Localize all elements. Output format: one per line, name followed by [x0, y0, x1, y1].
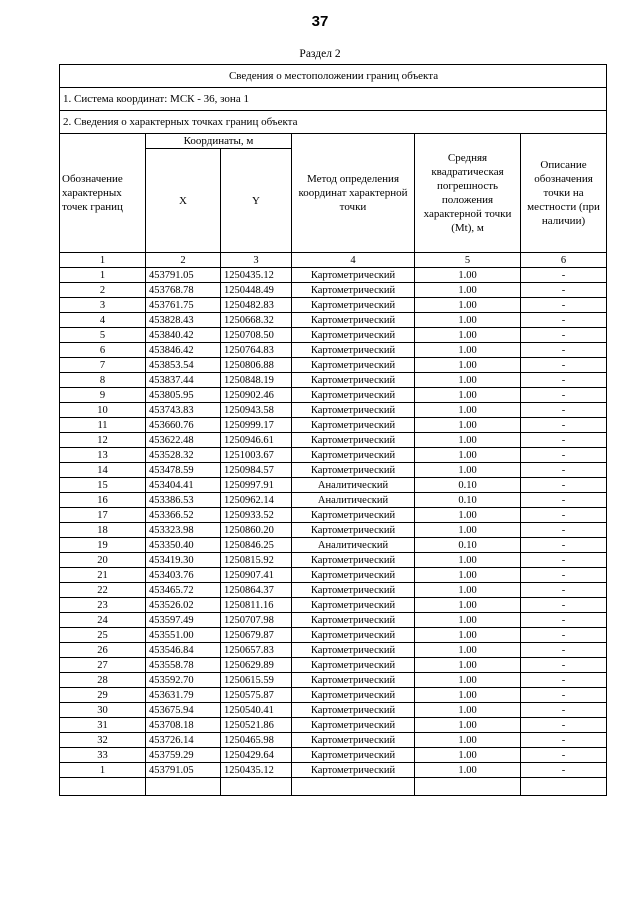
- point-number: 8: [60, 373, 146, 388]
- point-number: 2: [60, 283, 146, 298]
- method: Картометрический: [292, 328, 415, 343]
- table-row: [60, 763, 607, 778]
- table-row: [60, 448, 607, 463]
- error-value: 1.00: [415, 373, 521, 388]
- error-value: 1.00: [415, 388, 521, 403]
- coord-y: 1250679.87: [221, 628, 292, 643]
- error-value: 1.00: [415, 508, 521, 523]
- table-row: [60, 613, 607, 628]
- method: Картометрический: [292, 763, 415, 778]
- coord-y: 1250764.83: [221, 343, 292, 358]
- page-number: 37: [311, 13, 329, 30]
- point-number: 28: [60, 673, 146, 688]
- table-row: [60, 433, 607, 448]
- coord-x: 453837.44: [146, 373, 221, 388]
- coord-x: 453840.42: [146, 328, 221, 343]
- coord-x: 453768.78: [146, 283, 221, 298]
- header-coordinates: Координаты, м: [146, 134, 292, 149]
- coord-y: 1250815.92: [221, 553, 292, 568]
- column-number: 6: [521, 253, 607, 268]
- coord-x: 453592.70: [146, 673, 221, 688]
- table-row: [60, 718, 607, 733]
- method: Картометрический: [292, 313, 415, 328]
- description: -: [521, 598, 607, 613]
- coord-x: 453761.75: [146, 298, 221, 313]
- description: -: [521, 433, 607, 448]
- point-number: 9: [60, 388, 146, 403]
- description: -: [521, 373, 607, 388]
- method: Картометрический: [292, 628, 415, 643]
- description: -: [521, 523, 607, 538]
- method: Аналитический: [292, 493, 415, 508]
- coord-y: 1250933.52: [221, 508, 292, 523]
- description: -: [521, 718, 607, 733]
- point-number: 1: [60, 763, 146, 778]
- description: -: [521, 343, 607, 358]
- method: Картометрический: [292, 598, 415, 613]
- coord-x: 453631.79: [146, 688, 221, 703]
- description: -: [521, 508, 607, 523]
- table-row: [60, 508, 607, 523]
- table-row: [60, 418, 607, 433]
- points-section-title: 2. Сведения о характерных точках границ объекта: [60, 111, 607, 134]
- point-number: 16: [60, 493, 146, 508]
- point-number: 4: [60, 313, 146, 328]
- coord-x: 453526.02: [146, 598, 221, 613]
- method: Картометрический: [292, 613, 415, 628]
- method: Картометрический: [292, 298, 415, 313]
- table-row: [60, 538, 607, 553]
- coord-y: 1250448.49: [221, 283, 292, 298]
- table-row: [60, 733, 607, 748]
- table-row: [60, 313, 607, 328]
- description: -: [521, 688, 607, 703]
- error-value: 1.00: [415, 658, 521, 673]
- description: -: [521, 673, 607, 688]
- method: Аналитический: [292, 538, 415, 553]
- description: -: [521, 553, 607, 568]
- error-value: 1.00: [415, 703, 521, 718]
- table-row: [60, 598, 607, 613]
- description: -: [521, 298, 607, 313]
- coord-x: 453404.41: [146, 478, 221, 493]
- coord-y: 1250946.61: [221, 433, 292, 448]
- coord-x: 453846.42: [146, 343, 221, 358]
- coord-x: 453675.94: [146, 703, 221, 718]
- description: -: [521, 613, 607, 628]
- coord-x: 453403.76: [146, 568, 221, 583]
- coord-y: 1250429.64: [221, 748, 292, 763]
- coord-x: 453853.54: [146, 358, 221, 373]
- method: Картометрический: [292, 658, 415, 673]
- point-number: 33: [60, 748, 146, 763]
- table-row: [60, 493, 607, 508]
- error-value: 1.00: [415, 673, 521, 688]
- point-number: 12: [60, 433, 146, 448]
- method: Картометрический: [292, 553, 415, 568]
- coord-y: 1250540.41: [221, 703, 292, 718]
- coord-x: 453791.05: [146, 268, 221, 283]
- error-value: 1.00: [415, 328, 521, 343]
- point-number: 31: [60, 718, 146, 733]
- description: -: [521, 358, 607, 373]
- coord-x: 453759.29: [146, 748, 221, 763]
- error-value: 1.00: [415, 418, 521, 433]
- coord-x: 453805.95: [146, 388, 221, 403]
- error-value: 1.00: [415, 583, 521, 598]
- coord-x: 453478.59: [146, 463, 221, 478]
- description: -: [521, 283, 607, 298]
- header-x: X: [146, 149, 221, 253]
- error-value: 1.00: [415, 298, 521, 313]
- section-title: Раздел 2: [299, 48, 341, 60]
- point-number: 20: [60, 553, 146, 568]
- coord-y: 1250999.17: [221, 418, 292, 433]
- coord-x: 453558.78: [146, 658, 221, 673]
- error-value: 1.00: [415, 628, 521, 643]
- point-number: 17: [60, 508, 146, 523]
- error-value: 1.00: [415, 643, 521, 658]
- table-row: [60, 583, 607, 598]
- coord-y: 1250902.46: [221, 388, 292, 403]
- point-number: 19: [60, 538, 146, 553]
- table-row: [60, 523, 607, 538]
- description: -: [521, 463, 607, 478]
- coord-y: 1250864.37: [221, 583, 292, 598]
- point-number: 6: [60, 343, 146, 358]
- coord-x: 453743.83: [146, 403, 221, 418]
- header-description: Описание обозначения точки на местности (при наличии): [521, 134, 607, 253]
- method: Картометрический: [292, 373, 415, 388]
- description: -: [521, 493, 607, 508]
- table-row: [60, 343, 607, 358]
- table-row: [60, 568, 607, 583]
- coord-y: 1250668.32: [221, 313, 292, 328]
- method: Картометрический: [292, 733, 415, 748]
- error-value: 1.00: [415, 613, 521, 628]
- point-number: 26: [60, 643, 146, 658]
- error-value: 1.00: [415, 733, 521, 748]
- header-designation: Обозначение характерных точек границ: [60, 134, 146, 253]
- method: Аналитический: [292, 478, 415, 493]
- method: Картометрический: [292, 268, 415, 283]
- method: Картометрический: [292, 748, 415, 763]
- error-value: 1.00: [415, 313, 521, 328]
- description: -: [521, 658, 607, 673]
- description: -: [521, 748, 607, 763]
- point-number: 3: [60, 298, 146, 313]
- method: Картометрический: [292, 283, 415, 298]
- coord-x: 453528.32: [146, 448, 221, 463]
- coord-y: 1250860.20: [221, 523, 292, 538]
- error-value: 1.00: [415, 568, 521, 583]
- method: Картометрический: [292, 583, 415, 598]
- table-row: [60, 553, 607, 568]
- point-number: 7: [60, 358, 146, 373]
- coord-y: 1250482.83: [221, 298, 292, 313]
- error-value: 1.00: [415, 268, 521, 283]
- point-number: 30: [60, 703, 146, 718]
- coordinate-system: 1. Система координат: МСК - 36, зона 1: [60, 88, 607, 111]
- coord-y: 1250657.83: [221, 643, 292, 658]
- description: -: [521, 388, 607, 403]
- table-row: [60, 478, 607, 493]
- table-row: [60, 748, 607, 763]
- error-value: 0.10: [415, 538, 521, 553]
- coord-x: 453350.40: [146, 538, 221, 553]
- table-row: [60, 673, 607, 688]
- coord-x: 453708.18: [146, 718, 221, 733]
- point-number: 29: [60, 688, 146, 703]
- column-number: 4: [292, 253, 415, 268]
- coord-y: 1250615.59: [221, 673, 292, 688]
- description: -: [521, 763, 607, 778]
- method: Картометрический: [292, 523, 415, 538]
- description: -: [521, 313, 607, 328]
- table-row: [60, 403, 607, 418]
- description: -: [521, 568, 607, 583]
- boundary-points-table: [59, 64, 607, 796]
- method: Картометрический: [292, 568, 415, 583]
- error-value: 1.00: [415, 343, 521, 358]
- table-row: [60, 283, 607, 298]
- method: Картометрический: [292, 343, 415, 358]
- method: Картометрический: [292, 688, 415, 703]
- table-row: [60, 268, 607, 283]
- point-number: 24: [60, 613, 146, 628]
- point-number: 23: [60, 598, 146, 613]
- coord-x: 453551.00: [146, 628, 221, 643]
- point-number: 25: [60, 628, 146, 643]
- coord-y: 1250707.98: [221, 613, 292, 628]
- coord-x: 453597.49: [146, 613, 221, 628]
- table-row: [60, 628, 607, 643]
- method: Картометрический: [292, 448, 415, 463]
- coord-x: 453419.30: [146, 553, 221, 568]
- point-number: 5: [60, 328, 146, 343]
- coord-y: 1250521.86: [221, 718, 292, 733]
- coord-x: 453726.14: [146, 733, 221, 748]
- table-row: [60, 298, 607, 313]
- point-number: 32: [60, 733, 146, 748]
- error-value: 1.00: [415, 718, 521, 733]
- coord-y: 1250465.98: [221, 733, 292, 748]
- point-number: 14: [60, 463, 146, 478]
- error-value: 1.00: [415, 523, 521, 538]
- method: Картометрический: [292, 358, 415, 373]
- description: -: [521, 628, 607, 643]
- coord-y: 1250575.87: [221, 688, 292, 703]
- coord-y: 1251003.67: [221, 448, 292, 463]
- coord-y: 1250629.89: [221, 658, 292, 673]
- table-title: Сведения о местоположении границ объекта: [60, 65, 607, 88]
- coord-x: 453366.52: [146, 508, 221, 523]
- point-number: 27: [60, 658, 146, 673]
- coord-x: 453386.53: [146, 493, 221, 508]
- coord-x: 453828.43: [146, 313, 221, 328]
- description: -: [521, 733, 607, 748]
- error-value: 1.00: [415, 688, 521, 703]
- method: Картометрический: [292, 388, 415, 403]
- error-value: 1.00: [415, 598, 521, 613]
- method: Картометрический: [292, 673, 415, 688]
- column-number: 3: [221, 253, 292, 268]
- point-number: 15: [60, 478, 146, 493]
- coord-x: 453622.48: [146, 433, 221, 448]
- method: Картометрический: [292, 463, 415, 478]
- coord-y: 1250806.88: [221, 358, 292, 373]
- error-value: 1.00: [415, 748, 521, 763]
- coord-y: 1250435.12: [221, 763, 292, 778]
- point-number: 13: [60, 448, 146, 463]
- description: -: [521, 328, 607, 343]
- table-row: [60, 373, 607, 388]
- error-value: 0.10: [415, 493, 521, 508]
- coord-y: 1250907.41: [221, 568, 292, 583]
- description: -: [521, 418, 607, 433]
- coord-y: 1250984.57: [221, 463, 292, 478]
- table-row: [60, 463, 607, 478]
- column-number: 5: [415, 253, 521, 268]
- error-value: 1.00: [415, 763, 521, 778]
- method: Картометрический: [292, 508, 415, 523]
- method: Картометрический: [292, 403, 415, 418]
- error-value: 1.00: [415, 283, 521, 298]
- point-number: 11: [60, 418, 146, 433]
- coord-y: 1250943.58: [221, 403, 292, 418]
- error-value: 1.00: [415, 433, 521, 448]
- description: -: [521, 583, 607, 598]
- error-value: 1.00: [415, 448, 521, 463]
- error-value: 1.00: [415, 358, 521, 373]
- description: -: [521, 268, 607, 283]
- coord-x: 453660.76: [146, 418, 221, 433]
- point-number: 18: [60, 523, 146, 538]
- coord-y: 1250435.12: [221, 268, 292, 283]
- table-row: [60, 328, 607, 343]
- error-value: 0.10: [415, 478, 521, 493]
- description: -: [521, 478, 607, 493]
- blank-row: [60, 778, 607, 796]
- coord-x: 453791.05: [146, 763, 221, 778]
- method: Картометрический: [292, 718, 415, 733]
- description: -: [521, 643, 607, 658]
- header-y: Y: [221, 149, 292, 253]
- coord-y: 1250846.25: [221, 538, 292, 553]
- coord-x: 453465.72: [146, 583, 221, 598]
- coord-x: 453546.84: [146, 643, 221, 658]
- method: Картометрический: [292, 643, 415, 658]
- error-value: 1.00: [415, 463, 521, 478]
- table-row: [60, 358, 607, 373]
- point-number: 10: [60, 403, 146, 418]
- error-value: 1.00: [415, 553, 521, 568]
- description: -: [521, 538, 607, 553]
- column-number: 2: [146, 253, 221, 268]
- coord-y: 1250708.50: [221, 328, 292, 343]
- coord-y: 1250997.91: [221, 478, 292, 493]
- point-number: 1: [60, 268, 146, 283]
- table-row: [60, 658, 607, 673]
- point-number: 22: [60, 583, 146, 598]
- description: -: [521, 448, 607, 463]
- method: Картометрический: [292, 418, 415, 433]
- description: -: [521, 703, 607, 718]
- coord-y: 1250811.16: [221, 598, 292, 613]
- method: Картометрический: [292, 433, 415, 448]
- description: -: [521, 403, 607, 418]
- method: Картометрический: [292, 703, 415, 718]
- table-row: [60, 703, 607, 718]
- table-row: [60, 388, 607, 403]
- point-number: 21: [60, 568, 146, 583]
- coord-y: 1250962.14: [221, 493, 292, 508]
- header-method: Метод определения координат характерной точки: [292, 134, 415, 253]
- coord-y: 1250848.19: [221, 373, 292, 388]
- coord-x: 453323.98: [146, 523, 221, 538]
- header-error: Средняя квадратическая погрешность положения характерной точки (Mt), м: [415, 134, 521, 253]
- column-number: 1: [60, 253, 146, 268]
- table-row: [60, 643, 607, 658]
- error-value: 1.00: [415, 403, 521, 418]
- table-body: [60, 268, 607, 778]
- table-row: [60, 688, 607, 703]
